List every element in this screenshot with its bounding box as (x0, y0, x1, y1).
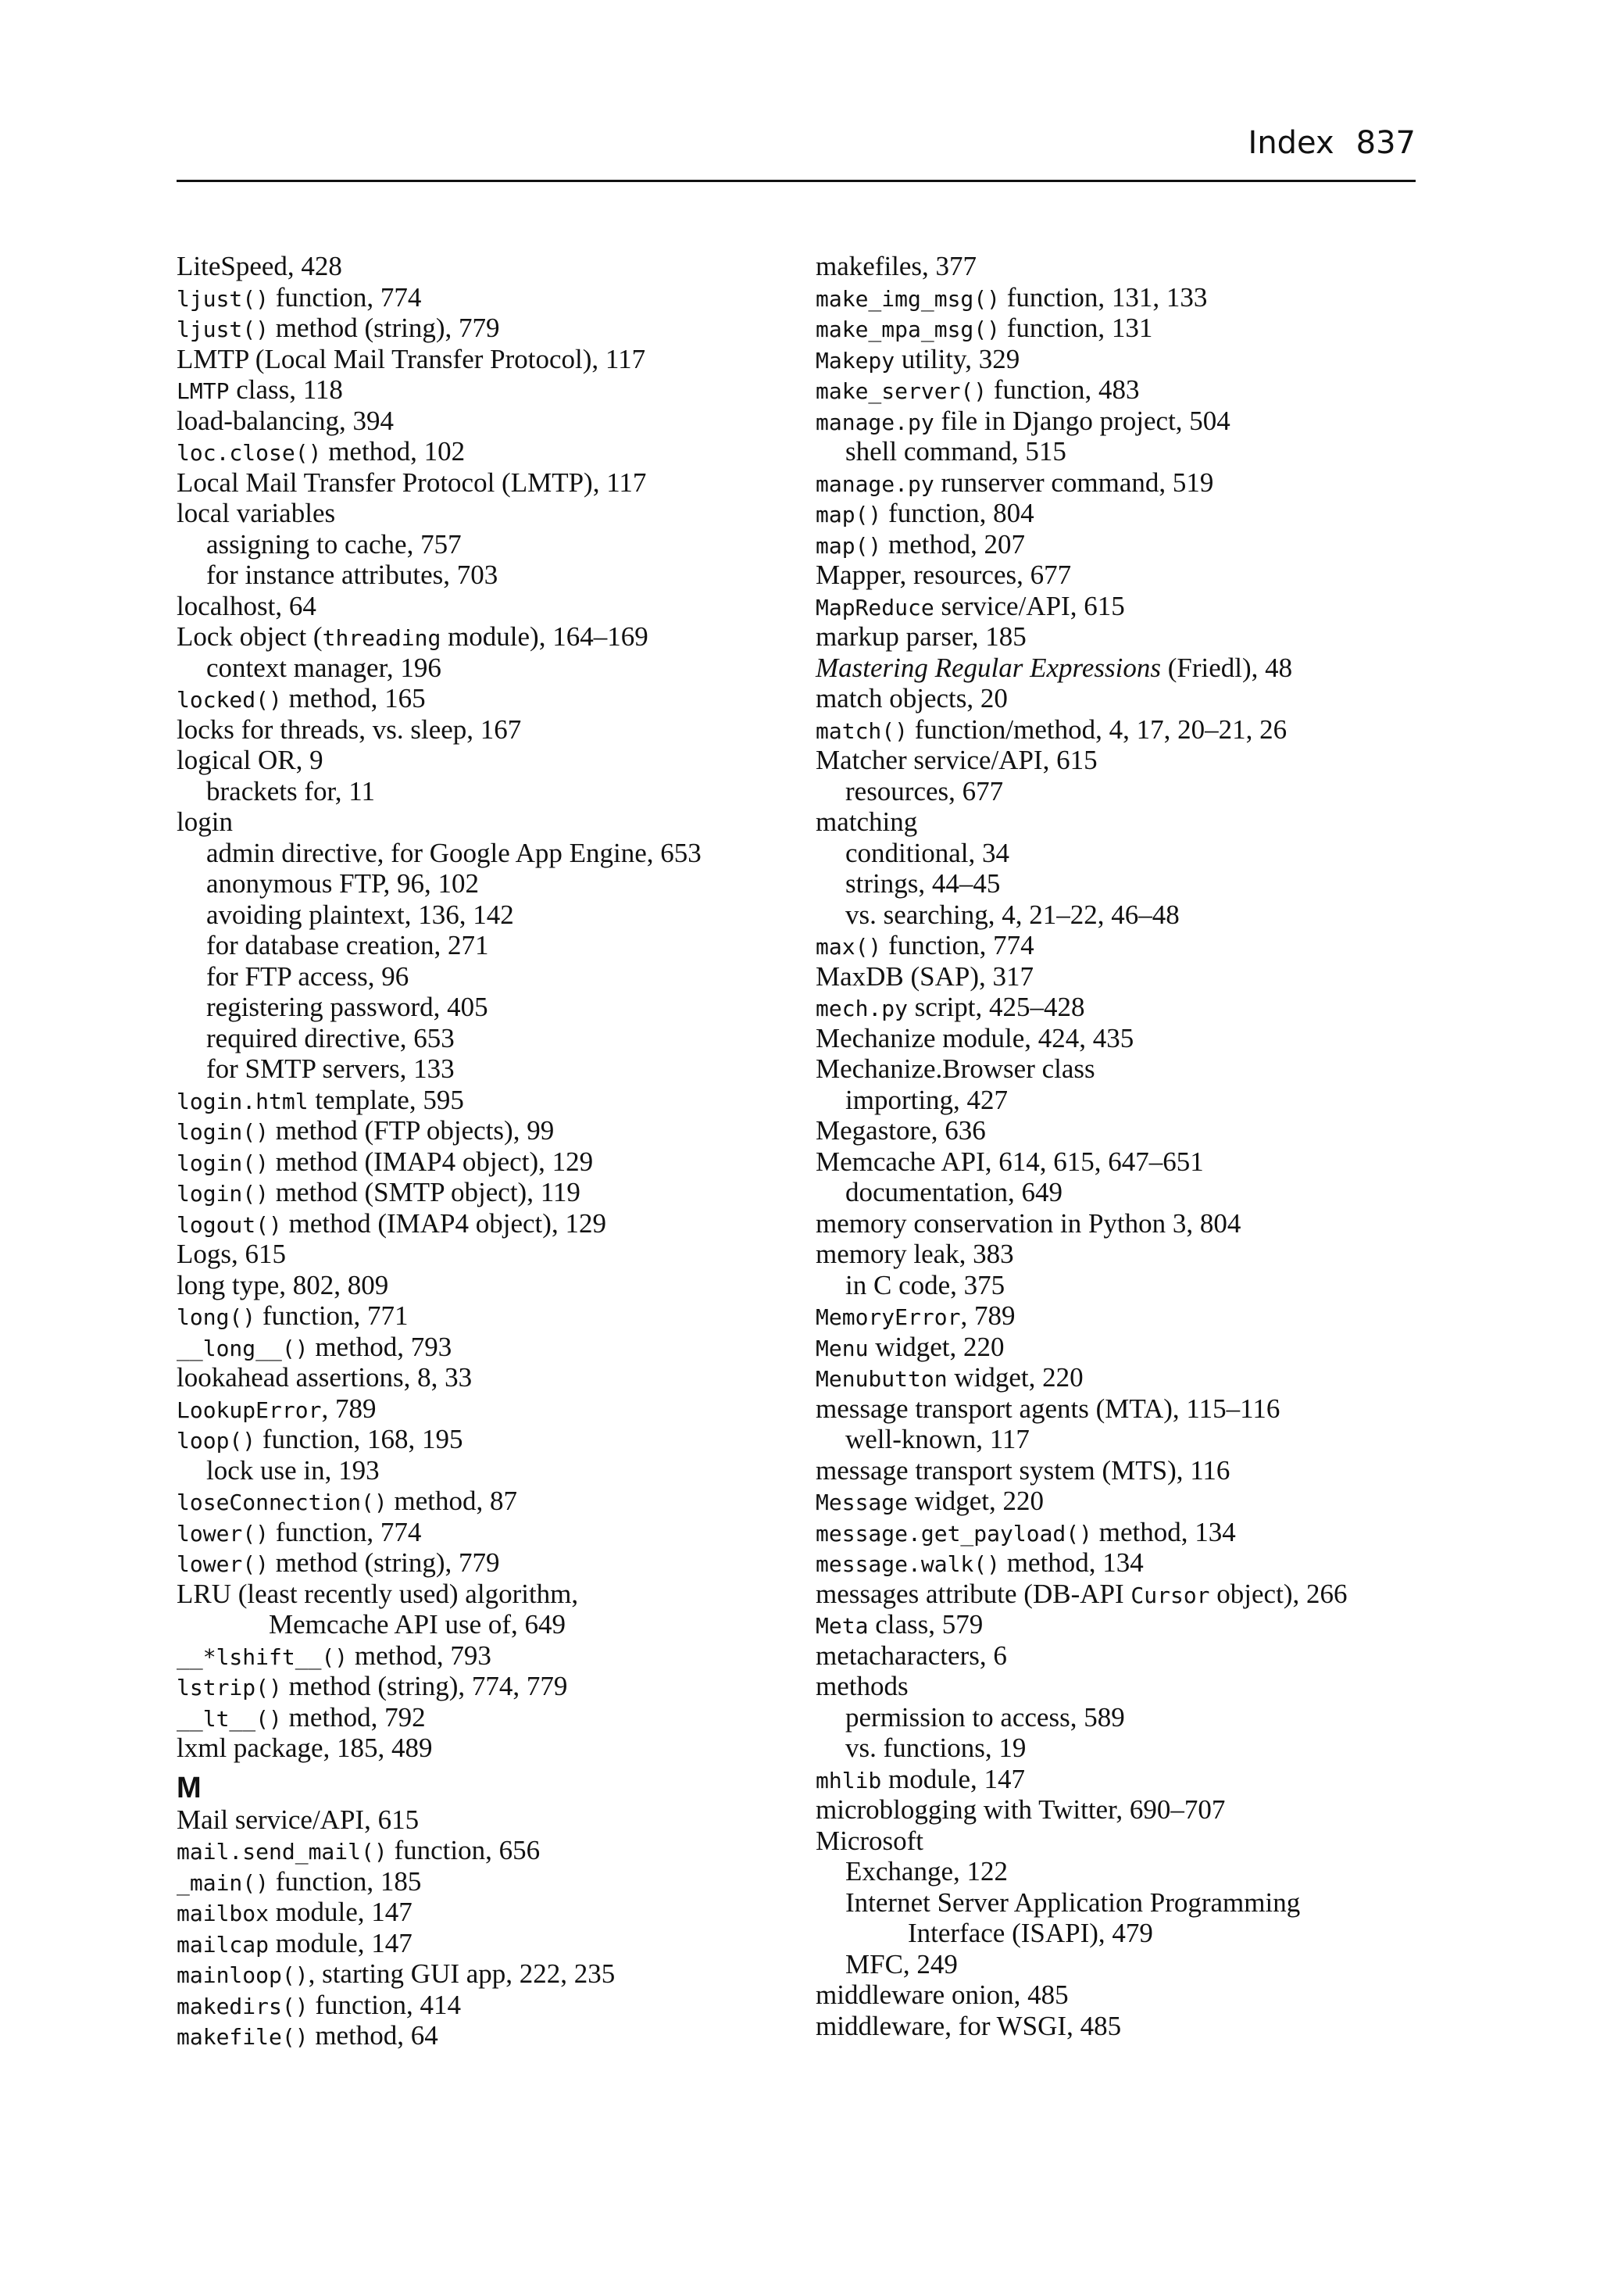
index-entry (177, 1146, 786, 1178)
entry-text: memory leak, 383 (816, 1239, 1014, 1269)
index-entry (816, 313, 1425, 344)
code-term: LMTP (177, 378, 230, 404)
entry-text: conditional, 34 (845, 837, 1009, 868)
index-entry (816, 1053, 1425, 1085)
index-entry (177, 1702, 786, 1733)
entry-text: method, 102 (321, 436, 466, 467)
index-subentry (177, 653, 786, 684)
index-entry (177, 1332, 786, 1363)
entry-text: match objects, 20 (816, 683, 1008, 713)
entry-text: script, 425–428 (908, 992, 1085, 1022)
index-entry (816, 1393, 1425, 1425)
code-term: map() (816, 502, 882, 528)
index-entry (816, 930, 1425, 961)
entry-text: class, 118 (229, 374, 343, 405)
entry-text: method, 793 (348, 1640, 491, 1671)
index-subentry (816, 1856, 1425, 1887)
entry-text: method, 134 (1000, 1547, 1144, 1578)
index-entry (816, 560, 1425, 591)
index-entry (177, 1424, 786, 1455)
index-subentry (177, 1053, 786, 1085)
entry-text: method, 792 (281, 1701, 426, 1733)
index-entry (816, 683, 1425, 714)
index-entry (816, 1023, 1425, 1054)
index-entry (177, 436, 786, 467)
entry-text: Local Mail Transfer Protocol (LMTP), 117 (177, 467, 647, 498)
index-entry (816, 992, 1425, 1023)
index-subentry (816, 1733, 1425, 1764)
entry-text: method (string), 779 (269, 313, 500, 343)
entry-text: MaxDB (SAP), 317 (816, 960, 1034, 992)
entry-text: load-balancing, 394 (177, 405, 394, 436)
entry-text: method, 64 (308, 2020, 438, 2051)
index-subentry (816, 436, 1425, 467)
index-entry (177, 1208, 786, 1239)
entry-text: avoiding plaintext, 136, 142 (206, 899, 514, 930)
entry-text: lxml package, 185, 489 (177, 1733, 433, 1763)
index-entry (816, 806, 1425, 838)
entry-text: vs. functions, 19 (845, 1733, 1027, 1763)
entry-text: method, 207 (881, 528, 1026, 560)
index-entry (177, 1547, 786, 1579)
index-entry (177, 1115, 786, 1146)
code-term: login() (177, 1150, 270, 1176)
code-term: match() (816, 717, 909, 744)
index-entry (177, 1733, 786, 1764)
code-term: Message (816, 1490, 909, 1515)
index-subentry (816, 1177, 1425, 1208)
index-subentry (816, 1270, 1425, 1301)
code-term: locked() (177, 687, 282, 713)
entry-text: file in Django project, 504 (934, 405, 1230, 436)
entry-text: context manager, 196 (206, 652, 441, 683)
entry-text: template, 595 (308, 1084, 464, 1115)
index-entry (177, 1640, 786, 1672)
index-entry (177, 1990, 786, 2021)
code-term: Menubutton (816, 1366, 948, 1392)
index-entry (816, 282, 1425, 313)
entry-text: method, 134 (1092, 1516, 1236, 1547)
entry-text: function, 414 (308, 1989, 461, 2020)
code-term: lower() (177, 1520, 270, 1547)
code-term: make_mpa_msg() (816, 317, 1001, 342)
index-entry (816, 1517, 1425, 1548)
index-subentry (816, 1702, 1425, 1733)
entry-text: local variables (177, 498, 336, 528)
index-subentry (177, 899, 786, 931)
code-term: lower() (177, 1551, 270, 1577)
entry-text: importing, 427 (845, 1084, 1009, 1115)
index-entry (177, 806, 786, 838)
index-subentry (816, 868, 1425, 899)
index-entry (177, 1270, 786, 1301)
entry-text: method, 87 (387, 1486, 517, 1516)
index-entry-continuation (816, 1918, 1425, 1949)
index-entry-continuation (177, 1609, 786, 1640)
entry-text: vs. searching, 4, 21–22, 46–48 (845, 899, 1180, 930)
entry-text: for instance attributes, 703 (206, 560, 498, 590)
index-entry (816, 467, 1425, 499)
code-term: MemoryError (816, 1304, 961, 1330)
code-term: login.html (177, 1088, 309, 1114)
code-term: login() (177, 1119, 270, 1145)
entry-text: function, 168, 195 (255, 1424, 463, 1454)
index-entry (816, 591, 1425, 622)
entry-text: methods (816, 1671, 909, 1701)
entry-text: method, 793 (308, 1331, 452, 1362)
entry-text: Microsoft (816, 1825, 924, 1856)
entry-text: locks for threads, vs. sleep, 167 (177, 713, 522, 745)
entry-text: Interface (ISAPI), 479 (908, 1918, 1153, 1948)
index-entry (177, 344, 786, 375)
index-subentry (177, 838, 786, 869)
entry-text: Mapper, resources, 677 (816, 560, 1072, 590)
entry-text: permission to access, 589 (845, 1701, 1125, 1733)
entry-text: method (string), 774, 779 (281, 1671, 568, 1701)
code-term: map() (816, 532, 882, 559)
entry-text: required directive, 653 (206, 1022, 455, 1053)
header-text (1248, 125, 1416, 161)
entry-text: (Friedl), 48 (1161, 652, 1293, 683)
entry-text: function, 131 (1000, 313, 1153, 343)
index-entry (816, 653, 1425, 684)
header-section-title: Index (1248, 125, 1334, 161)
code-term: loseConnection() (177, 1490, 388, 1515)
code-term: manage.py (816, 470, 934, 497)
entry-text: method (string), 779 (269, 1547, 500, 1578)
index-column-right (816, 251, 1425, 2041)
entry-text: Memcache API, 614, 615, 647–651 (816, 1146, 1204, 1177)
index-entry (816, 1671, 1425, 1702)
index-entry (177, 1300, 786, 1332)
entry-text: Internet Server Application Programming (845, 1887, 1301, 1918)
entry-text: makefiles, 377 (816, 251, 977, 281)
index-entry (177, 467, 786, 499)
entry-text: Mechanize.Browser class (816, 1053, 1095, 1084)
index-entry (816, 714, 1425, 746)
entry-text: for database creation, 271 (206, 930, 489, 960)
index-entry (177, 282, 786, 313)
index-column-left (177, 251, 786, 2051)
code-term: mail.send_mail() (177, 1839, 388, 1865)
code-term: mailbox (177, 1901, 270, 1926)
entry-text: admin directive, for Google App Engine, 653 (206, 837, 702, 868)
entry-text: object), 266 (1209, 1578, 1348, 1609)
index-entry (816, 1362, 1425, 1393)
code-term: mhlib (816, 1767, 882, 1794)
index-entry (177, 714, 786, 746)
page-number: 837 (1355, 125, 1416, 161)
code-term: long() (177, 1304, 256, 1330)
entry-text: function, 804 (881, 498, 1034, 528)
index-entry (816, 961, 1425, 992)
entry-text: widget, 220 (868, 1331, 1005, 1362)
index-entry (816, 1146, 1425, 1178)
index-entry (177, 683, 786, 714)
index-entry (177, 251, 786, 282)
index-entry (816, 374, 1425, 406)
italic-title: Mastering Regular Expressions (816, 652, 1161, 683)
entry-text: Logs, 615 (177, 1239, 286, 1269)
index-entry (177, 1362, 786, 1393)
entry-text: matching (816, 806, 918, 837)
code-term: mech.py (816, 996, 909, 1021)
code-term: _main() (177, 1869, 270, 1896)
code-term: max() (816, 934, 882, 960)
code-term: mainloop() (177, 1962, 309, 1988)
code-term: Menu (816, 1335, 869, 1361)
entry-text: registering password, 405 (206, 992, 488, 1022)
entry-text: module, 147 (269, 1897, 412, 1927)
index-entry (816, 1239, 1425, 1270)
entry-text: module, 147 (881, 1763, 1026, 1794)
entry-text: well-known, 117 (845, 1424, 1030, 1454)
entry-text: Memcache API use of, 649 (269, 1609, 566, 1640)
entry-text: function, 771 (255, 1300, 409, 1331)
entry-text: function, 185 (269, 1865, 422, 1897)
entry-text: strings, 44–45 (845, 868, 1001, 899)
entry-text: lock use in, 193 (206, 1454, 380, 1486)
index-entry (177, 313, 786, 344)
index-entry (177, 1928, 786, 1959)
index-entry (816, 529, 1425, 560)
entry-text: message transport system (MTS), 116 (816, 1454, 1230, 1486)
entry-text: localhost, 64 (177, 590, 316, 621)
entry-text: method, 165 (281, 683, 426, 713)
index-entry (177, 498, 786, 529)
index-subentry (177, 992, 786, 1023)
index-entry (816, 1208, 1425, 1239)
index-entry (816, 344, 1425, 375)
entry-text: microblogging with Twitter, 690–707 (816, 1794, 1226, 1825)
index-entry (177, 1671, 786, 1702)
code-term: mailcap (177, 1931, 270, 1958)
index-entry (177, 1517, 786, 1548)
index-subentry (816, 1949, 1425, 1980)
entry-text: function, 774 (269, 281, 422, 313)
entry-text: module, 147 (269, 1927, 412, 1958)
index-entry (816, 1115, 1425, 1146)
index-subentry (816, 899, 1425, 931)
index-entry (816, 1332, 1425, 1363)
code-term: __long__() (177, 1335, 309, 1361)
index-entry (816, 406, 1425, 437)
running-header (177, 117, 1416, 182)
index-subentry (177, 776, 786, 807)
entry-text: long type, 802, 809 (177, 1269, 389, 1300)
index-entry (816, 1640, 1425, 1672)
entry-text: markup parser, 185 (816, 621, 1027, 652)
index-entry (177, 1393, 786, 1425)
code-term: Meta (816, 1613, 869, 1639)
index-entry (816, 1794, 1425, 1826)
code-term: ljust() (177, 317, 270, 342)
entry-text: in C code, 375 (845, 1269, 1005, 1300)
index-subentry (177, 930, 786, 961)
entry-text: LMTP (Local Mail Transfer Protocol), 117 (177, 343, 646, 374)
code-term: manage.py (816, 409, 934, 435)
index-subentry (816, 838, 1425, 869)
entry-text: MFC, 249 (845, 1948, 958, 1979)
entry-text: method (SMTP object), 119 (269, 1177, 580, 1207)
index-entry (816, 1609, 1425, 1640)
entry-text: brackets for, 11 (206, 775, 375, 806)
entry-text: shell command, 515 (845, 436, 1066, 467)
index-subentry (177, 529, 786, 560)
entry-text: metacharacters, 6 (816, 1640, 1007, 1671)
index-subentry (177, 961, 786, 992)
entry-text: method (IMAP4 object), 129 (269, 1146, 594, 1177)
code-term: makedirs() (177, 1993, 309, 2019)
index-entry (177, 374, 786, 406)
code-term: LookupError (177, 1397, 322, 1423)
index-entry (816, 1547, 1425, 1579)
entry-text: lookahead assertions, 8, 33 (177, 1362, 473, 1393)
entry-text: module), 164–169 (441, 621, 648, 652)
index-entry (816, 1979, 1425, 2011)
entry-text: for SMTP servers, 133 (206, 1053, 455, 1084)
entry-text: documentation, 649 (845, 1177, 1063, 1207)
entry-text: logical OR, 9 (177, 745, 323, 775)
entry-text: middleware onion, 485 (816, 1979, 1069, 2010)
entry-text: function, 774 (269, 1516, 422, 1547)
entry-text: , 789 (960, 1300, 1016, 1331)
index-entry (177, 1579, 786, 1610)
entry-text: memory conservation in Python 3, 804 (816, 1207, 1241, 1239)
code-term: __*lshift__() (177, 1643, 348, 1670)
index-subentry (177, 1455, 786, 1486)
entry-text: function, 131, 133 (1000, 281, 1208, 313)
entry-text: widget, 220 (947, 1362, 1084, 1393)
code-term: make_server() (816, 378, 988, 404)
code-term: __lt__() (177, 1705, 282, 1732)
code-term: threading (322, 625, 441, 651)
entry-text: resources, 677 (845, 775, 1004, 806)
code-term: ljust() (177, 285, 270, 312)
code-term: login() (177, 1181, 270, 1207)
index-entry (177, 1804, 786, 1836)
entry-text: Mechanize module, 424, 435 (816, 1022, 1134, 1053)
code-term: lstrip() (177, 1675, 282, 1701)
index-entry (816, 1579, 1425, 1610)
index-entry (816, 745, 1425, 776)
entry-text: function, 656 (387, 1835, 541, 1865)
entry-text: Mail service/API, 615 (177, 1804, 420, 1835)
entry-text: assigning to cache, 757 (206, 528, 462, 560)
entry-text: method (FTP objects), 99 (269, 1115, 555, 1146)
index-entry (177, 1486, 786, 1517)
index-entry (816, 1826, 1425, 1857)
code-term: logout() (177, 1211, 282, 1238)
entry-text: for FTP access, 96 (206, 960, 409, 992)
index-entry (177, 621, 786, 653)
code-term: loc.close() (177, 440, 322, 466)
entry-text: anonymous FTP, 96, 102 (206, 868, 480, 899)
entry-text: function/method, 4, 17, 20–21, 26 (908, 713, 1288, 745)
entry-text: login (177, 806, 233, 837)
index-entry (177, 745, 786, 776)
entry-text: LRU (least recently used) algorithm, (177, 1578, 579, 1609)
index-entry (177, 1177, 786, 1208)
index-subentry (177, 868, 786, 899)
index-entry (816, 2011, 1425, 2042)
entry-text: class, 579 (868, 1609, 984, 1640)
index-entry (177, 406, 786, 437)
entry-text: message transport agents (MTA), 115–116 (816, 1393, 1280, 1424)
entry-text: , starting GUI app, 222, 235 (308, 1958, 616, 1989)
entry-text: middleware, for WSGI, 485 (816, 2010, 1122, 2041)
entry-text: function, 483 (987, 374, 1140, 405)
entry-text: function, 774 (881, 930, 1034, 960)
entry-text: Lock object ( (177, 621, 323, 652)
index-entry (816, 1300, 1425, 1332)
entry-text: service/API, 615 (934, 590, 1125, 621)
entry-text: utility, 329 (895, 343, 1020, 374)
code-term: make_img_msg() (816, 285, 1001, 312)
code-term: MapReduce (816, 594, 934, 620)
entry-text: method (IMAP4 object), 129 (281, 1207, 606, 1239)
index-subentry (177, 560, 786, 591)
index-subentry (816, 776, 1425, 807)
index-entry (177, 1897, 786, 1928)
index-subentry (816, 1887, 1425, 1919)
entry-text: Megastore, 636 (816, 1115, 986, 1146)
index-entry (816, 1764, 1425, 1795)
index-entry (177, 1958, 786, 1990)
index-entry (177, 1239, 786, 1270)
code-term: message.get_payload() (816, 1520, 1093, 1547)
entry-text: messages attribute (DB-API (816, 1578, 1131, 1609)
index-subentry (177, 1023, 786, 1054)
index-entry (177, 1085, 786, 1116)
index-entry (177, 2020, 786, 2051)
entry-text: runserver command, 519 (934, 467, 1214, 498)
index-entry (177, 1866, 786, 1897)
index-subentry (816, 1085, 1425, 1116)
entry-text: Exchange, 122 (845, 1856, 1008, 1887)
index-entry (177, 1835, 786, 1866)
index-entry (816, 621, 1425, 653)
index-entry (816, 1455, 1425, 1486)
code-term: loop() (177, 1428, 256, 1454)
entry-text: , 789 (321, 1393, 377, 1424)
index-entry (816, 1486, 1425, 1517)
code-term: Cursor (1130, 1582, 1210, 1608)
index-subentry (816, 1424, 1425, 1455)
index-entry (816, 251, 1425, 282)
code-term: makefile() (177, 2024, 309, 2050)
entry-text: widget, 220 (908, 1486, 1045, 1516)
code-term: message.walk() (816, 1551, 1001, 1577)
index-entry (816, 498, 1425, 529)
index-entry (177, 591, 786, 622)
entry-text: Matcher service/API, 615 (816, 745, 1098, 775)
index-letter-heading: M (177, 1771, 202, 1804)
code-term: Makepy (816, 347, 895, 374)
entry-text: LiteSpeed, 428 (177, 251, 342, 281)
